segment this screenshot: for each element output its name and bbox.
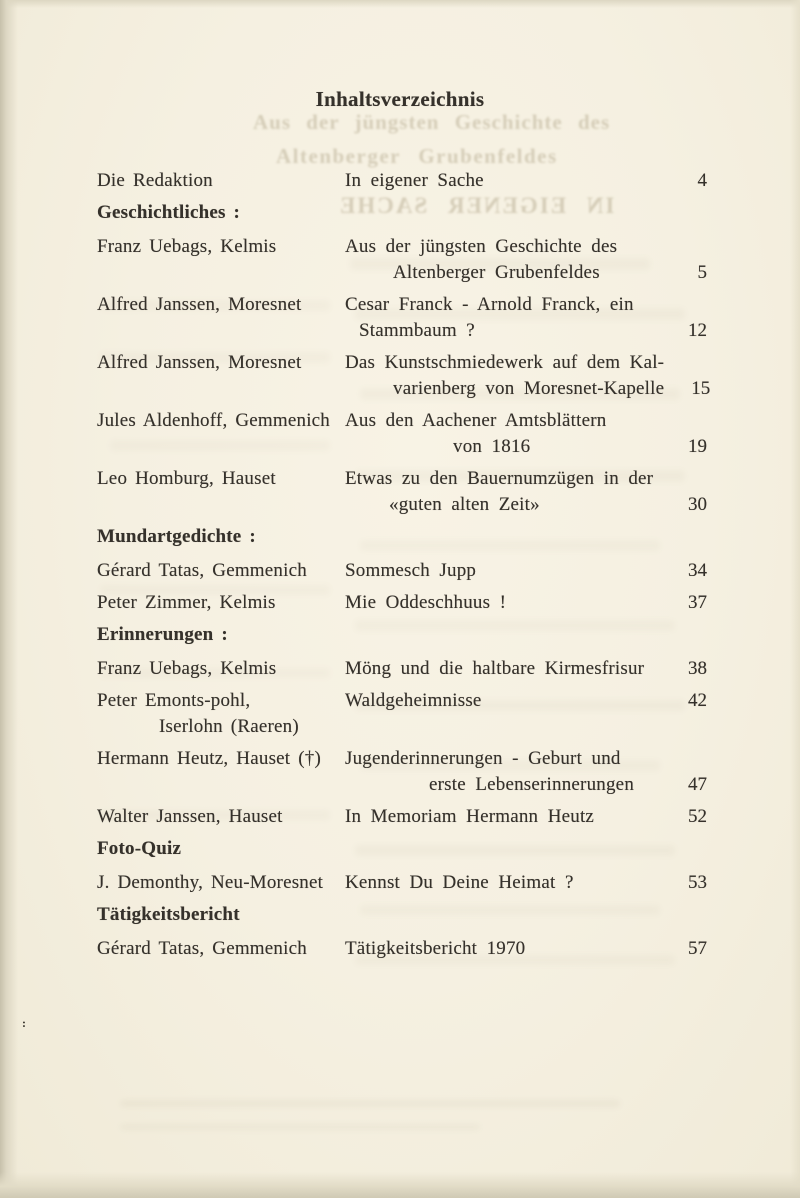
entry-author-line2 [97, 772, 345, 798]
toc-entry-line [97, 168, 707, 194]
toc-entry-line [97, 656, 707, 682]
entry-page-number: 57 [688, 938, 707, 959]
entry-page-number: 4 [697, 170, 707, 191]
entry-page-number: 37 [688, 592, 707, 613]
page-title: Inhaltsverzeichnis [315, 87, 485, 111]
toc-entry [97, 234, 707, 286]
toc-entry [97, 558, 707, 584]
entry-title: Kennst Du Deine Heimat ? [345, 872, 574, 893]
entry-title: In eigener Sache [345, 170, 484, 191]
toc-entry-line [97, 936, 707, 962]
entry-title: Mie Oddeschhuus ! [345, 592, 507, 613]
entry-title: Sommesch Jupp [345, 560, 477, 581]
toc-entry [97, 466, 707, 518]
entry-page-number [664, 350, 710, 376]
toc-entry [97, 804, 707, 830]
toc-section-heading: Geschichtliches : [97, 202, 241, 223]
entry-title: Möng und die haltbare Kirmesfrisur [345, 658, 645, 679]
entry-page-number: 52 [688, 806, 707, 827]
toc-entry-line [97, 590, 707, 616]
toc-section-heading: Erinnerungen : [97, 624, 228, 645]
toc-entry-line [97, 714, 707, 740]
entry-title-line2: varienberg von Moresnet-Kapelle [393, 378, 665, 399]
toc-entry-line [97, 466, 707, 492]
entry-title: Cesar Franck - Arnold Franck, ein [345, 294, 634, 315]
toc-entry-line [97, 376, 711, 402]
page-edge-right [790, 0, 800, 1198]
entry-author: Walter Janssen, Hauset [97, 806, 283, 827]
toc-entry [97, 870, 707, 896]
toc-entry [97, 408, 707, 460]
entry-page-number: 47 [688, 774, 707, 795]
entry-author: Alfred Janssen, Moresnet [97, 294, 302, 315]
entry-page-number [661, 714, 707, 740]
toc-entry-line [97, 234, 707, 260]
entry-author: Leo Homburg, Hauset [97, 468, 276, 489]
toc-section-heading: Tätigkeitsbericht [97, 904, 240, 925]
toc-entry-line [97, 870, 707, 896]
toc-entry-line [97, 772, 707, 798]
entry-title: Das Kunstschmiedewerk auf dem Kal- [345, 352, 665, 373]
bleedthrough-text: Altenberger Grubenfeldes [276, 144, 558, 168]
entry-title: Tätigkeitsbericht 1970 [345, 938, 526, 959]
entry-author: J. Demonthy, Neu-Moresnet [97, 872, 324, 893]
toc-entry-line [97, 746, 707, 772]
toc-entry-line [97, 804, 707, 830]
entry-page-number [661, 234, 707, 260]
entry-title-line2: Stammbaum ? [359, 320, 475, 341]
entry-page-number: 53 [688, 872, 707, 893]
entry-author: Franz Uebags, Kelmis [97, 236, 277, 257]
toc-entry [97, 688, 707, 740]
toc-section-heading: Mundartgedichte : [97, 526, 256, 547]
entry-title: Aus der jüngsten Geschichte des [345, 236, 618, 257]
toc-entry [97, 168, 707, 194]
toc-entry [97, 590, 707, 616]
toc-entry [97, 292, 707, 344]
entry-title-line2: von 1816 [453, 436, 531, 457]
toc-entry-line [97, 318, 707, 344]
toc-entry-line [97, 558, 707, 584]
bleedthrough-text-mirrored: IN EIGENER SACHE [338, 193, 615, 218]
entry-page-number [661, 746, 707, 772]
entry-author: Peter Zimmer, Kelmis [97, 592, 276, 613]
entry-author-line2 [97, 492, 345, 518]
entry-author: Peter Emonts-pohl, [97, 690, 251, 711]
toc-entry [97, 936, 707, 962]
entry-page-number: 42 [688, 690, 707, 711]
toc-entry-line [97, 350, 707, 376]
entry-title: Etwas zu den Bauernumzügen in der [345, 468, 654, 489]
entry-author-line2: Iserlohn (Raeren) [159, 716, 299, 737]
entry-author: Alfred Janssen, Moresnet [97, 352, 302, 373]
entry-page-number [661, 466, 707, 492]
entry-page-number: 34 [688, 560, 707, 581]
entry-author-line2 [97, 318, 345, 344]
entry-title: Jugenderinnerungen - Geburt und [345, 748, 621, 769]
page-edge-left [0, 0, 18, 1198]
entry-title-line2 [345, 714, 661, 740]
entry-author: Hermann Heutz, Hauset (†) [97, 748, 321, 769]
toc-entry-line [97, 408, 707, 434]
toc-entry [97, 350, 711, 402]
page-edge-bottom [0, 1172, 800, 1198]
bleedthrough-text: Aus der jüngsten Geschichte des [253, 110, 611, 134]
entry-title-line2: erste Lebenserinnerungen [429, 774, 635, 795]
entry-page-number: 19 [688, 436, 707, 457]
toc-entry [97, 746, 707, 798]
bleedthrough-smudge [120, 1100, 620, 1107]
entry-page-number [661, 408, 707, 434]
bleedthrough-smudge [120, 1124, 480, 1130]
entry-page-number: 12 [688, 320, 707, 341]
toc-entry [97, 656, 707, 682]
entry-page-number: 5 [697, 262, 707, 283]
entry-title: Aus den Aachener Amtsblättern [345, 410, 607, 431]
entry-author-line2 [97, 434, 345, 460]
toc-entry-line [97, 688, 707, 714]
entry-title: In Memoriam Hermann Heutz [345, 806, 595, 827]
entry-author: Franz Uebags, Kelmis [97, 658, 277, 679]
entry-author: Die Redaktion [97, 170, 213, 191]
entry-page-number: 38 [688, 658, 707, 679]
bottom-left-mark: : [22, 1016, 26, 1030]
entry-title-line2: «guten alten Zeit» [389, 494, 540, 515]
entry-author: Jules Aldenhoff, Gemmenich [97, 410, 331, 431]
entry-page-number: 30 [688, 494, 707, 515]
entry-author: Gérard Tatas, Gemmenich [97, 938, 307, 959]
entry-page-number: 15 [691, 378, 711, 399]
toc-entry-line [97, 434, 707, 460]
entry-title: Waldgeheimnisse [345, 690, 482, 711]
entry-title-line2: Altenberger Grubenfeldes [393, 262, 600, 283]
table-of-contents [97, 168, 711, 962]
entry-author: Gérard Tatas, Gemmenich [97, 560, 307, 581]
toc-section-heading: Foto-Quiz [97, 838, 182, 859]
toc-entry-line [97, 292, 707, 318]
entry-author-line2 [97, 260, 345, 286]
toc-entry-line [97, 260, 707, 286]
toc-entry-line [97, 492, 707, 518]
entry-page-number [661, 292, 707, 318]
entry-author-line2 [97, 376, 345, 402]
